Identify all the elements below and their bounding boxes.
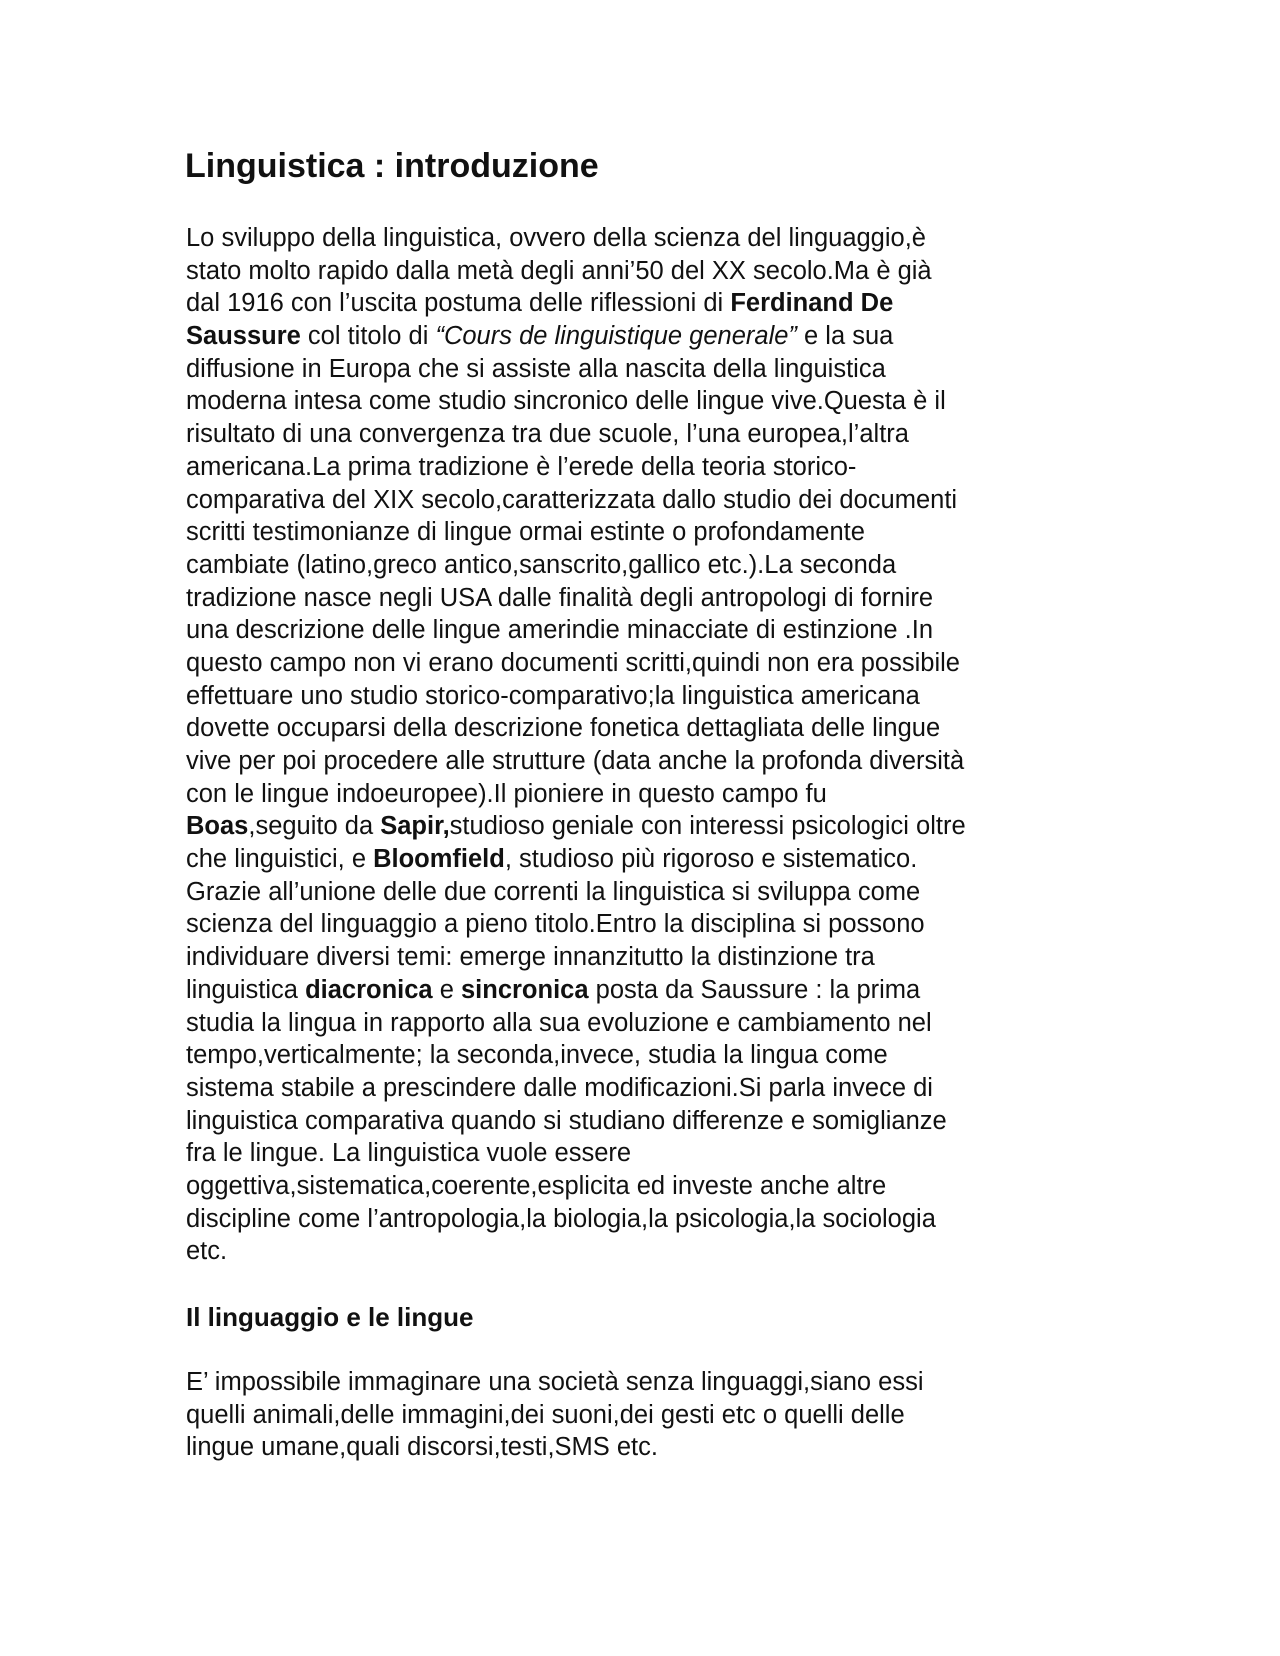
- bold-name-saussure: Saussure: [186, 322, 301, 351]
- text-line: linguistica comparativa quando si studiano differenze e somiglianze: [186, 1106, 947, 1135]
- text-line: effettuare uno studio storico-comparativo;la linguistica americana: [186, 681, 920, 710]
- text-line: discipline come l’antropologia,la biologia,la psicologia,la sociologia: [186, 1204, 936, 1233]
- text-line: stato molto rapido dalla metà degli anni’50 del XX secolo.Ma è già: [186, 256, 932, 285]
- text-line: Grazie all’unione delle due correnti la linguistica si sviluppa come: [186, 877, 921, 906]
- text-line: oggettiva,sistematica,coerente,esplicita ed investe anche altre: [186, 1171, 887, 1200]
- text-line: scienza del linguaggio a pieno titolo.Entro la disciplina si possono: [186, 910, 925, 939]
- bold-name-sapir: Sapir,: [380, 812, 450, 841]
- text-line: cambiate (latino,greco antico,sanscrito,gallico etc.).La seconda: [186, 550, 897, 579]
- section-heading: Il linguaggio e le lingue: [186, 1302, 474, 1332]
- document-title: Linguistica : introduzione: [185, 147, 599, 185]
- text-line: Lo sviluppo della linguistica, ovvero della scienza del linguaggio,è: [186, 224, 926, 252]
- text-line: americana.La prima tradizione è l’erede della teoria storico-: [186, 452, 857, 481]
- text-line: tradizione nasce negli USA dalle finalità degli antropologi di fornire: [186, 583, 934, 612]
- text-line: scritti testimonianze di lingue ormai estinte o profondamente: [186, 518, 865, 547]
- bold-term-sincronica: sincronica: [460, 975, 589, 1004]
- text-line: vive per poi procedere alle strutture (data anche la profonda diversità: [186, 747, 965, 775]
- text-line: questo campo non vi erano documenti scritti,quindi non era possibile: [186, 648, 960, 677]
- second-paragraph: [186, 1366, 924, 1464]
- text-line: quelli animali,delle immagini,dei suoni,dei gesti etc o quelli delle: [186, 1400, 905, 1429]
- bold-name-boas: Boas: [186, 812, 249, 841]
- text-line: moderna intesa come studio sincronico delle lingue vive.Questa è il: [186, 387, 946, 416]
- text-line: etc.: [186, 1237, 228, 1266]
- italic-book-title: “Cours de linguistique generale”: [435, 322, 797, 351]
- bold-name-bloomfield: Bloomfield: [373, 845, 505, 874]
- bold-term-diacronica: diacronica: [305, 975, 433, 1004]
- text-line: lingue umane,quali discorsi,testi,SMS etc.: [186, 1433, 658, 1462]
- text-line: una descrizione delle lingue amerindie minacciate di estinzione .In: [186, 616, 934, 645]
- text-line: individuare diversi temi: emerge innanzitutto la distinzione tra: [186, 943, 875, 972]
- text-line: dal 1916 con l’uscita postuma delle riflessioni di Ferdinand De: [186, 289, 894, 318]
- bold-name-saussure: Ferdinand De: [730, 289, 894, 318]
- text-line: Boas,seguito da Sapir,studioso geniale con interessi psicologici oltre: [186, 812, 966, 841]
- text-line: fra le lingue. La linguistica vuole essere: [186, 1139, 632, 1168]
- text-line: che linguistici, e Bloomfield, studioso più rigoroso e sistematico.: [186, 845, 918, 874]
- text-line: dovette occuparsi della descrizione fonetica dettagliata delle lingue: [186, 714, 941, 743]
- text-line: studia la lingua in rapporto alla sua evoluzione e cambiamento nel: [186, 1008, 932, 1037]
- text-line: Saussure col titolo di “Cours de linguistique generale” e la sua: [186, 322, 894, 351]
- text-line: linguistica diacronica e sincronica posta da Saussure : la prima: [186, 975, 921, 1004]
- text-line: sistema stabile a prescindere dalle modificazioni.Si parla invece di: [186, 1073, 933, 1102]
- text-line: con le lingue indoeuropee).Il pioniere in questo campo fu: [186, 779, 827, 808]
- text-line: tempo,verticalmente; la seconda,invece, studia la lingua come: [186, 1041, 888, 1070]
- text-line: risultato di una convergenza tra due scuole, l’una europea,l’altra: [186, 420, 909, 449]
- intro-paragraph: [186, 222, 966, 1268]
- text-line: diffusione in Europa che si assiste alla nascita della linguistica: [186, 354, 886, 383]
- text-line: E’ impossibile immaginare una società senza linguaggi,siano essi: [186, 1368, 924, 1396]
- text-line: comparativa del XIX secolo,caratterizzata dallo studio dei documenti: [186, 485, 958, 514]
